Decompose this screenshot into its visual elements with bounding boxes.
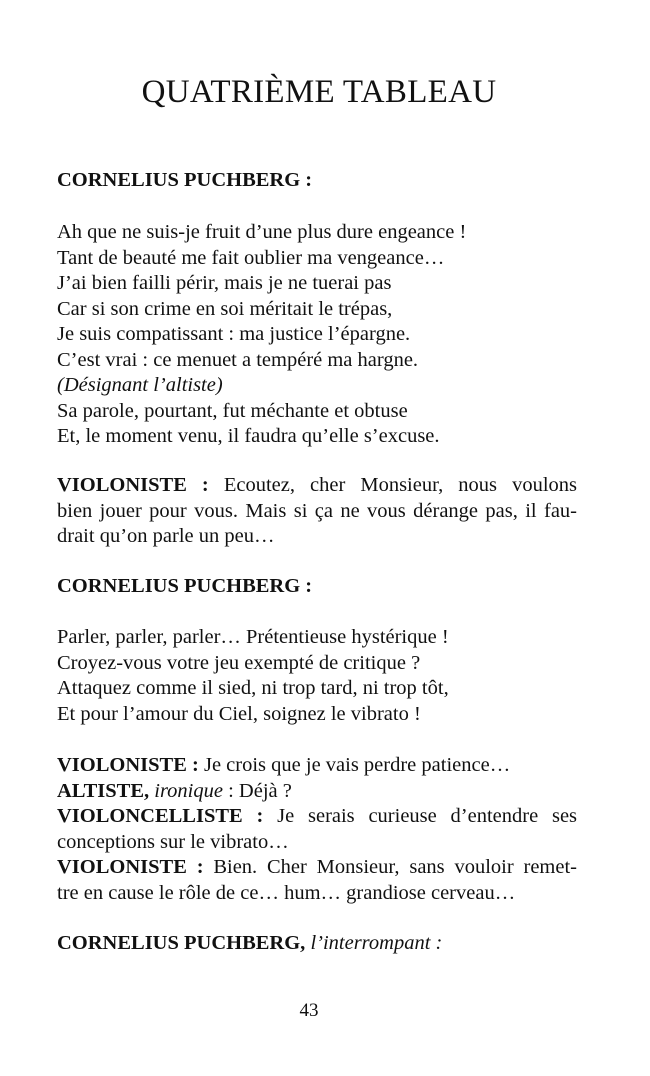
- speech-violoniste-2: [57, 753, 577, 779]
- prose-text: Je crois que je vais perdre patience…: [203, 754, 511, 776]
- prose-text: Je serais curieuse d’entendre ses: [277, 805, 578, 827]
- verse-line: Sa parole, pourtant, fut méchante et obtuse: [57, 399, 408, 422]
- speaker-line: [57, 931, 577, 957]
- prose-line: drait qu’on parle un peu…: [57, 525, 275, 547]
- stage-direction: (Désignant l’altiste): [57, 374, 223, 396]
- speaker-name: CORNELIUS PUCHBERG :: [57, 169, 313, 191]
- speaker-name: CORNELIUS PUCHBERG :: [57, 575, 313, 597]
- page-number: 43: [299, 1000, 319, 1021]
- verse-line: Et, le moment venu, il faudra qu’elle s’excuse.: [57, 425, 440, 447]
- speaker-name: VIOLONCELLISTE :: [57, 805, 264, 827]
- verse-line: C’est vrai : ce menuet a tempéré ma hargne.: [57, 348, 419, 371]
- speech-cornelius-1: [57, 168, 577, 194]
- verse-line: Et pour l’amour du Ciel, soignez le vibrato !: [57, 702, 421, 725]
- prose-line: conceptions sur le vibrato…: [57, 830, 289, 853]
- speech-violoncelliste: [57, 804, 577, 830]
- speech-altiste: [57, 779, 577, 805]
- verse-line: Attaquez comme il sied, ni trop tard, ni trop tôt,: [57, 677, 449, 699]
- verse-block-1: [57, 220, 577, 450]
- stage-direction: l’interrompant :: [310, 932, 443, 954]
- verse-line: Car si son crime en soi méritait le trépas,: [57, 297, 393, 320]
- speech-cornelius-3: [57, 931, 577, 957]
- speaker-name: VIOLONISTE :: [57, 754, 199, 776]
- speech-violoniste-3: [57, 855, 577, 881]
- verse-line: Tant de beauté me fait oublier ma vengeance…: [57, 246, 445, 269]
- speech-violoniste-1: [57, 473, 577, 550]
- verse-line: Croyez-vous votre jeu exempté de critique ?: [57, 651, 421, 674]
- speech-cornelius-2: [57, 574, 577, 600]
- verse-line: Je suis compatissant : ma justice l’épargne.: [57, 323, 411, 345]
- dialogue-block: [57, 753, 577, 906]
- verse-block-2: [57, 625, 577, 727]
- prose-text: Bien. Cher Monsieur, sans vouloir remet-: [213, 856, 577, 878]
- prose-line: bien jouer pour vous. Mais si ça ne vous dérange pas, il fau-: [57, 499, 577, 522]
- speaker-name: VIOLONISTE :: [57, 856, 204, 878]
- page-title: QUATRIÈME TABLEAU: [141, 74, 497, 110]
- prose-line: [57, 473, 577, 499]
- verse-line: Ah que ne suis-je fruit d’une plus dure engeance !: [57, 221, 467, 243]
- verse-line: J’ai bien failli périr, mais je ne tuerai pas: [57, 272, 392, 294]
- prose-text: : Déjà ?: [228, 779, 292, 802]
- prose-line: tre en cause le rôle de ce… hum… grandiose cerveau…: [57, 881, 516, 904]
- speaker-name: VIOLONISTE :: [57, 474, 209, 496]
- prose-text: Ecoutez, cher Monsieur, nous voulons: [223, 474, 577, 496]
- verse-line: Parler, parler, parler… Prétentieuse hystérique !: [57, 626, 449, 648]
- stage-direction: ironique: [154, 779, 223, 802]
- speaker-name: CORNELIUS PUCHBERG,: [57, 932, 306, 954]
- speaker-name: ALTISTE,: [57, 779, 150, 802]
